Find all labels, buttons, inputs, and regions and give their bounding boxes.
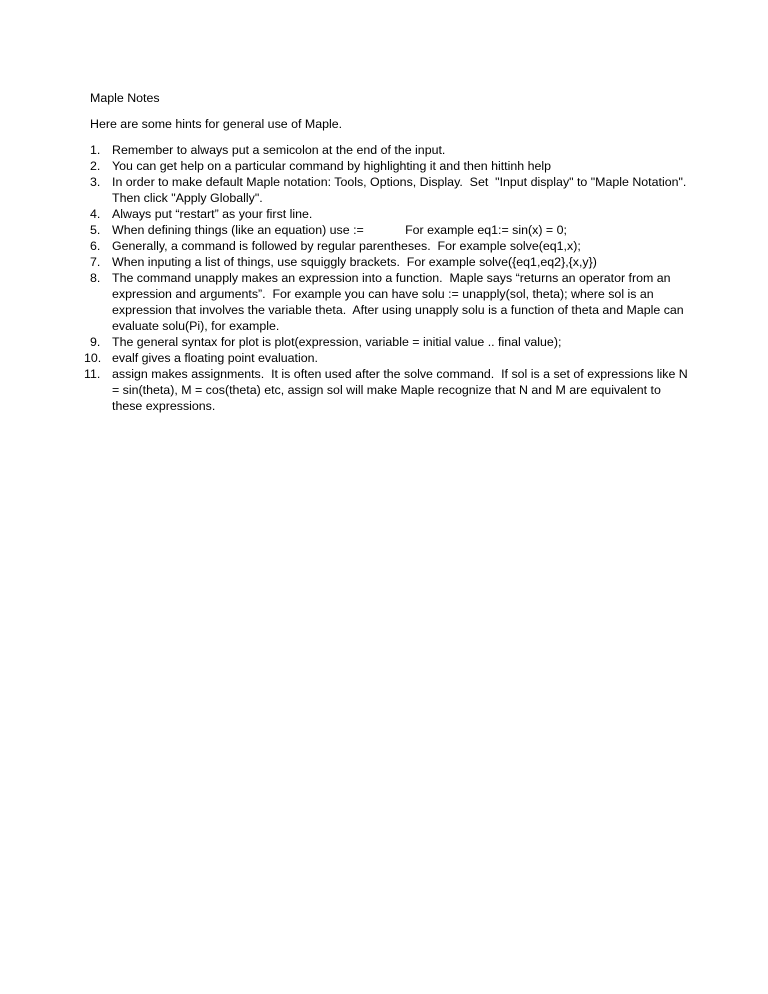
list-item-text: Generally, a command is followed by regular parentheses. For example solve(eq1,x); [112, 239, 581, 253]
list-item-text: The general syntax for plot is plot(expression, variable = initial value .. final value); [112, 335, 562, 349]
hints-list [84, 142, 694, 414]
list-item-text: Remember to always put a semicolon at the end of the input. [112, 143, 446, 157]
list-item-number: 10. [84, 351, 102, 365]
list-item-number: 9. [90, 335, 101, 349]
list-item-number: 6. [90, 239, 101, 253]
list-item-number: 1. [90, 143, 101, 157]
document-content [84, 90, 694, 414]
list-item [84, 366, 692, 414]
list-item [90, 142, 690, 158]
list-item-text: evalf gives a floating point evaluation. [112, 351, 318, 365]
list-item [90, 222, 690, 238]
list-item-number: 7. [90, 255, 101, 269]
list-item [84, 350, 690, 366]
list-item-text: You can get help on a particular command by highlighting it and then hittinh help [112, 159, 552, 173]
document-intro: Here are some hints for general use of Maple. [90, 117, 343, 131]
document-title: Maple Notes [90, 91, 160, 105]
list-item-number: 3. [90, 175, 101, 189]
list-item-text: In order to make default Maple notation: Tools, Options, Display. Set "Input display" to "Maple Notation". Then click "Apply Globally". [112, 175, 694, 205]
list-item [90, 174, 694, 206]
list-item [90, 270, 690, 334]
list-item-number: 5. [90, 223, 101, 237]
list-item-text: The command unapply makes an expression into a function. Maple says “returns an operator from an expression and arguments”. For example you can have solu := unapply(sol, theta); where sol is an expression that involves the variable theta. After using unapply solu is a function of theta and Maple can evaluate solu(Pi), for example. [112, 271, 688, 333]
list-item [90, 254, 690, 270]
list-item-number: 11. [84, 367, 101, 381]
list-item-number: 8. [90, 271, 101, 285]
list-item-text: When inputing a list of things, use squiggly brackets. For example solve({eq1,eq2},{x,y}) [112, 255, 597, 269]
list-item [90, 206, 690, 222]
list-item [90, 238, 690, 254]
list-item [90, 158, 690, 174]
list-item-text: When defining things (like an equation) use := For example eq1:= sin(x) = 0; [112, 223, 567, 237]
list-item [90, 334, 690, 350]
list-item-text: Always put “restart” as your first line. [112, 207, 313, 221]
list-item-number: 4. [90, 207, 101, 221]
list-item-text: assign makes assignments. It is often used after the solve command. If sol is a set of expressions like N = sin(theta), M = cos(theta) etc, assign sol will make Maple recognize that N and M are equivalent to these expressions. [112, 367, 692, 413]
list-item-number: 2. [90, 159, 101, 173]
